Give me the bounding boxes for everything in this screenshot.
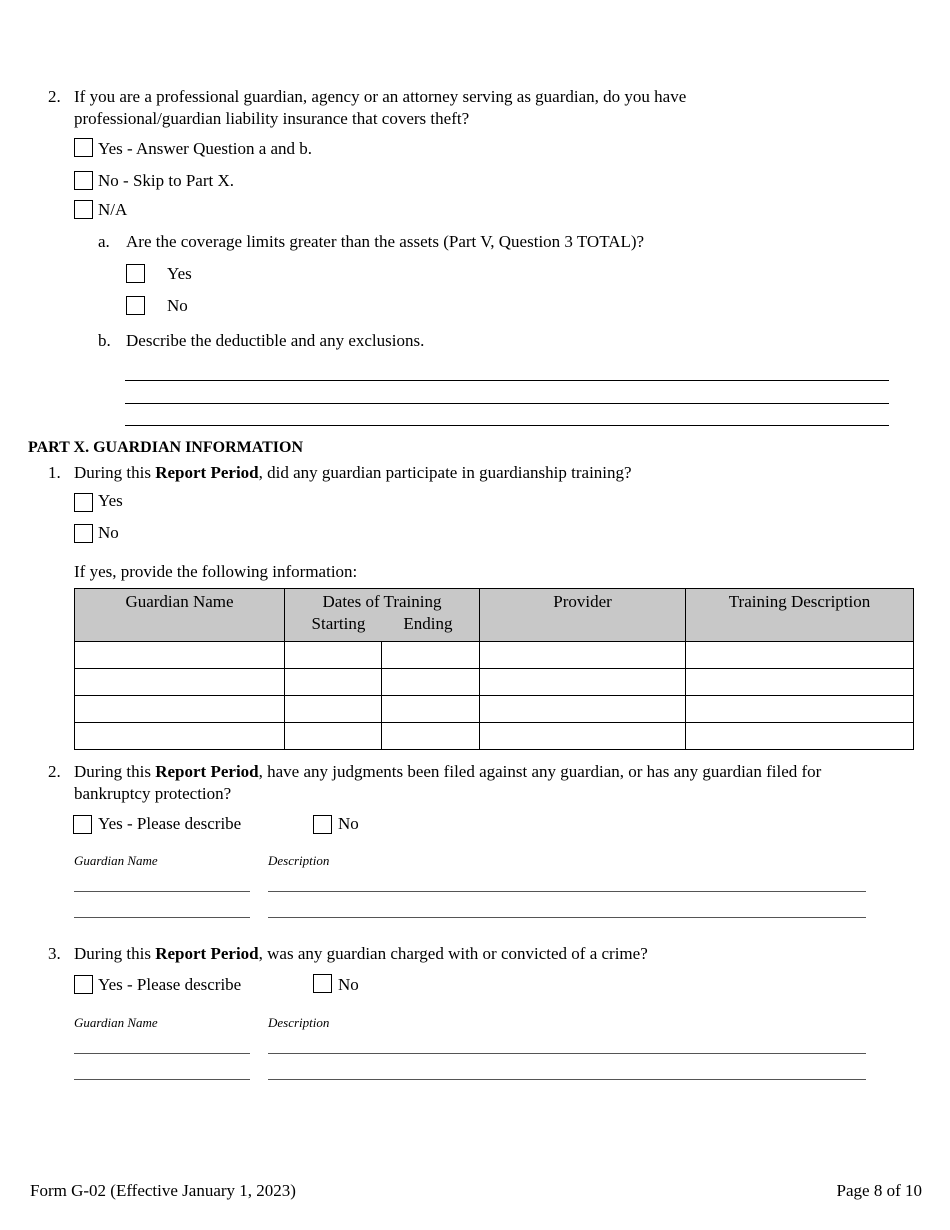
question-text-line2: bankruptcy protection? <box>74 784 232 803</box>
column-label-guardian-name: Guardian Name <box>74 853 158 868</box>
insurance-no-label: No - Skip to Part X. <box>98 171 234 190</box>
deductible-answer-line[interactable] <box>125 380 889 381</box>
judgments-no-checkbox[interactable] <box>313 815 332 834</box>
guardian-name-line[interactable] <box>74 917 250 918</box>
question-text-line2: professional/guardian liability insurance that covers theft? <box>74 109 470 128</box>
training-no-label: No <box>98 523 119 542</box>
question-text: During this Report Period, was any guardian charged with or convicted of a crime? <box>74 944 648 963</box>
table-cell[interactable] <box>285 723 382 750</box>
coverage-no-label: No <box>167 296 188 315</box>
training-yes-label: Yes <box>98 491 123 510</box>
table-cell[interactable] <box>686 696 914 723</box>
coverage-no-checkbox[interactable] <box>126 296 145 315</box>
footer-page-number: Page 8 of 10 <box>836 1181 922 1200</box>
description-line[interactable] <box>268 1079 866 1080</box>
judgments-yes-checkbox[interactable] <box>73 815 92 834</box>
question-number: 1. <box>48 463 61 482</box>
table-cell[interactable] <box>480 696 686 723</box>
column-label-description: Description <box>268 853 330 868</box>
table-cell[interactable] <box>382 669 480 696</box>
question-number: 2. <box>48 87 61 106</box>
column-label-description: Description <box>268 1015 330 1030</box>
question-text: During this Report Period, have any judgments been filed against any guardian, or has any guardian filed for <box>74 762 822 781</box>
dates-subheader-ending: Ending <box>403 614 453 633</box>
table-cell[interactable] <box>382 642 480 669</box>
guardian-name-line[interactable] <box>74 891 250 892</box>
crime-yes-label: Yes - Please describe <box>98 975 242 994</box>
table-header-provider: Provider <box>480 589 686 642</box>
question-number: 2. <box>48 762 61 781</box>
sub-question-letter: a. <box>98 232 110 251</box>
description-line[interactable] <box>268 891 866 892</box>
table-row <box>75 723 914 750</box>
table-cell[interactable] <box>285 696 382 723</box>
training-no-checkbox[interactable] <box>74 524 93 543</box>
insurance-na-label: N/A <box>98 200 128 219</box>
question-text: During this Report Period, did any guardian participate in guardianship training? <box>74 463 632 482</box>
crime-no-label: No <box>338 975 359 994</box>
question-number: 3. <box>48 944 61 963</box>
judgments-yes-label: Yes - Please describe <box>98 814 242 833</box>
dates-header-label: Dates of Training <box>322 592 442 611</box>
guardian-name-line[interactable] <box>74 1079 250 1080</box>
sub-question-b-text: Describe the deductible and any exclusions. <box>126 331 425 350</box>
table-cell[interactable] <box>480 669 686 696</box>
table-cell[interactable] <box>75 723 285 750</box>
crime-yes-checkbox[interactable] <box>74 975 93 994</box>
footer-form-id: Form G-02 (Effective January 1, 2023) <box>30 1181 296 1200</box>
deductible-answer-line[interactable] <box>125 403 889 404</box>
table-cell[interactable] <box>686 669 914 696</box>
table-row <box>75 696 914 723</box>
table-cell[interactable] <box>75 696 285 723</box>
table-cell[interactable] <box>285 669 382 696</box>
sub-question-letter: b. <box>98 331 111 350</box>
coverage-yes-checkbox[interactable] <box>126 264 145 283</box>
dates-subheader-starting: Starting <box>311 614 366 633</box>
sub-question-a-text: Are the coverage limits greater than the assets (Part V, Question 3 TOTAL)? <box>126 232 645 251</box>
table-row <box>75 642 914 669</box>
description-line[interactable] <box>268 917 866 918</box>
guardian-name-line[interactable] <box>74 1053 250 1054</box>
table-header-dates <box>285 589 480 642</box>
judgments-no-label: No <box>338 814 359 833</box>
training-yes-checkbox[interactable] <box>74 493 93 512</box>
table-header-training-description: Training Description <box>686 589 914 642</box>
description-line[interactable] <box>268 1053 866 1054</box>
table-header-guardian-name: Guardian Name <box>75 589 285 642</box>
question-text: If you are a professional guardian, agency or an attorney serving as guardian, do you have <box>74 87 687 106</box>
table-cell[interactable] <box>480 723 686 750</box>
table-cell[interactable] <box>75 669 285 696</box>
insurance-yes-checkbox[interactable] <box>74 138 93 157</box>
followup-instruction: If yes, provide the following information: <box>74 562 358 581</box>
table-cell[interactable] <box>686 723 914 750</box>
table-row <box>75 669 914 696</box>
table-cell[interactable] <box>382 696 480 723</box>
table-cell[interactable] <box>382 723 480 750</box>
insurance-no-checkbox[interactable] <box>74 171 93 190</box>
column-label-guardian-name: Guardian Name <box>74 1015 158 1030</box>
deductible-answer-line[interactable] <box>125 425 889 426</box>
table-cell[interactable] <box>285 642 382 669</box>
crime-no-checkbox[interactable] <box>313 974 332 993</box>
coverage-yes-label: Yes <box>167 264 192 283</box>
insurance-yes-label: Yes - Answer Question a and b. <box>98 139 313 158</box>
training-table <box>74 588 914 750</box>
insurance-na-checkbox[interactable] <box>74 200 93 219</box>
table-cell[interactable] <box>75 642 285 669</box>
table-cell[interactable] <box>480 642 686 669</box>
section-heading: PART X. GUARDIAN INFORMATION <box>28 439 303 456</box>
table-cell[interactable] <box>686 642 914 669</box>
